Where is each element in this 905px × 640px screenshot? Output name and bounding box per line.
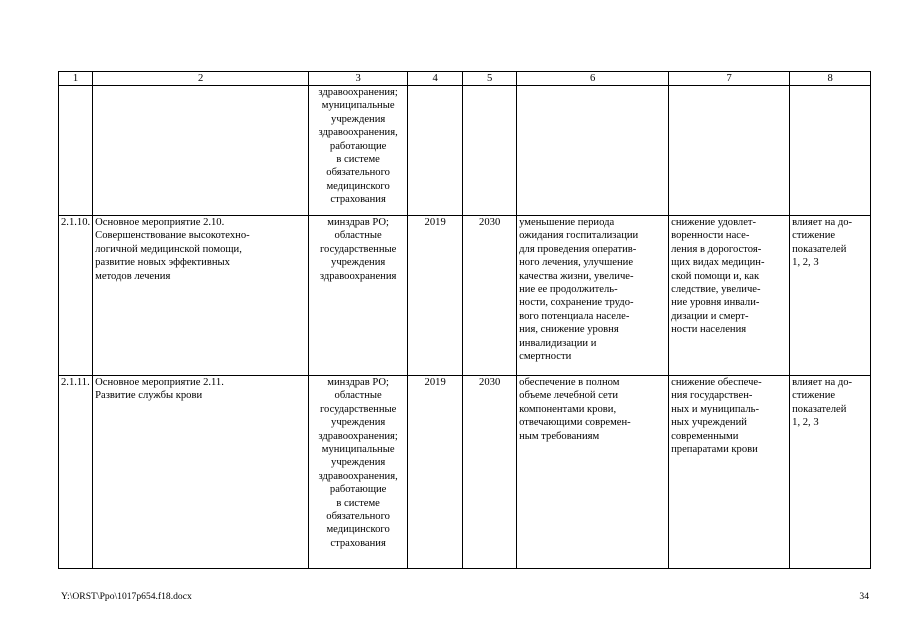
cell-text-line: для проведения оператив- [519, 243, 637, 255]
indicator-link-cell [790, 216, 871, 376]
table-header-row [59, 72, 871, 86]
header-cell: 1 [59, 72, 93, 86]
cell-text-line: медицинского [326, 524, 390, 536]
cell-text-line: ской помощи и, как [671, 270, 760, 282]
cell-text-line: стижение [792, 390, 836, 402]
cell-text-line: минздрав РО; [327, 377, 389, 388]
cell-text-line: Основное мероприятие 2.11. [95, 377, 224, 388]
cell-text-line: страхования [330, 194, 386, 206]
cell-text-line: Основное мероприятие 2.10. [95, 217, 225, 228]
cell-text-line: 1, 2, 3 [792, 417, 819, 429]
cell-text-line: стижение [792, 230, 836, 242]
table-row [59, 86, 871, 216]
header-cell: 4 [408, 72, 463, 86]
cell-text-line: ных и муниципаль- [671, 403, 759, 415]
cell-text-line: отвечающими современ- [519, 417, 631, 429]
cell-text-line: компонентами крови, [519, 403, 617, 415]
cell-text-line: снижение обеспече- [671, 377, 762, 388]
header-cell: 3 [309, 72, 408, 86]
table-row [59, 376, 871, 569]
cell-text-line: качества жизни, увеличе- [519, 270, 634, 282]
activity-name-cell [93, 376, 309, 569]
footer-page-number: 34 [859, 591, 869, 602]
start-year-cell [408, 86, 463, 216]
cell-text-line: государственные [319, 243, 397, 255]
cell-text-line: учреждения [331, 257, 386, 269]
executor-cell [309, 376, 408, 569]
cell-text-line: в системе [336, 154, 380, 166]
cell-text-line: логичной медицинской помощи, [95, 243, 242, 255]
row-number-cell: 2.1.11. [59, 376, 93, 569]
cell-text-line: ожидания госпитализации [519, 230, 639, 242]
cell-text-line: воренности насе- [671, 230, 750, 242]
cell-text-line: влияет на до- [792, 217, 853, 228]
expected-result-cell [517, 86, 669, 216]
start-year-cell: 2019 [408, 216, 463, 376]
cell-text-line: учреждения [331, 113, 386, 125]
cell-text-line: объеме лечебной сети [519, 390, 619, 402]
consequences-cell [669, 216, 790, 376]
cell-text-line: страхования [330, 537, 386, 549]
cell-text-line: 1, 2, 3 [792, 257, 819, 269]
cell-text-line: ности населения [671, 324, 747, 336]
cell-text-line: здравоохранения, [318, 127, 398, 139]
cell-text-line: здравоохранения; [318, 430, 398, 442]
cell-text-line: учреждения [331, 457, 386, 469]
cell-text-line: показателей [792, 403, 847, 415]
cell-text-line: ления в дорогостоя- [671, 243, 762, 255]
cell-text-line: современными [671, 430, 739, 442]
cell-text-line: учреждения [331, 417, 386, 429]
cell-text-line: областные [334, 390, 382, 402]
activity-name-cell [93, 86, 309, 216]
cell-text-line: снижение удовлет- [671, 217, 757, 228]
consequences-cell [669, 86, 790, 216]
executor-cell [309, 86, 408, 216]
cell-text-line: препаратами крови [671, 444, 758, 456]
cell-text-line: следствие, увеличе- [671, 284, 761, 296]
header-cell: 6 [517, 72, 669, 86]
cell-text-line: ние уровня инвали- [671, 297, 760, 309]
cell-text-line: обеспечение в полном [519, 377, 620, 388]
consequences-cell [669, 376, 790, 569]
cell-text-line: государственные [319, 403, 397, 415]
cell-text-line: ности, сохранение трудо- [519, 297, 634, 309]
cell-text-line: работающие [329, 484, 387, 496]
cell-text-line: ния государствен- [671, 390, 753, 402]
cell-text-line: областные [334, 230, 382, 242]
cell-text-line: Развитие службы крови [95, 390, 203, 402]
table-row [59, 216, 871, 376]
document-table [58, 71, 871, 569]
expected-result-cell [517, 216, 669, 376]
cell-text-line: уменьшение периода [519, 217, 615, 228]
cell-text-line: медицинского [326, 180, 390, 192]
cell-text-line: методов лечения [95, 270, 171, 282]
cell-text-line: в системе [336, 497, 380, 509]
end-year-cell: 2030 [463, 376, 517, 569]
cell-text-line: развитие новых эффективных [95, 257, 230, 269]
header-cell: 7 [669, 72, 790, 86]
cell-text-line: ного лечения, улучшение [519, 257, 634, 269]
cell-text-line: смертности [519, 351, 572, 363]
cell-text-line: здравоохранения, [318, 470, 398, 482]
cell-text-line: муниципальные [321, 444, 395, 456]
row-number-cell [59, 86, 93, 216]
cell-text-line: Совершенствование высокотехно- [95, 230, 250, 242]
cell-text-line: вого потенциала населе- [519, 310, 630, 322]
indicator-link-cell [790, 376, 871, 569]
cell-text-line: дизации и смерт- [671, 310, 749, 322]
header-cell: 8 [790, 72, 871, 86]
cell-text-line: ния, снижение уровня [519, 324, 619, 336]
cell-text-line: щих видах медицин- [671, 257, 765, 269]
cell-text-line: муниципальные [321, 100, 395, 112]
cell-text-line: обязательного [326, 511, 390, 523]
cell-text-line: здравоохранения; [318, 87, 398, 98]
cell-text-line: работающие [329, 140, 387, 152]
end-year-cell: 2030 [463, 216, 517, 376]
footer-file-path: Y:\ORST\Ppo\1017p654.f18.docx [61, 591, 192, 602]
start-year-cell: 2019 [408, 376, 463, 569]
activity-name-cell [93, 216, 309, 376]
executor-cell [309, 216, 408, 376]
cell-text-line: инвалидизации и [519, 337, 597, 349]
cell-text-line: ным требованиям [519, 430, 600, 442]
cell-text-line: здравоохранения [319, 270, 397, 282]
cell-text-line: обязательного [326, 167, 390, 179]
cell-text-line: ных учреждений [671, 417, 747, 429]
row-number-cell: 2.1.10. [59, 216, 93, 376]
cell-text-line: минздрав РО; [327, 217, 389, 228]
indicator-link-cell [790, 86, 871, 216]
cell-text-line: ние ее продолжитель- [519, 284, 618, 296]
header-cell: 5 [463, 72, 517, 86]
header-cell: 2 [93, 72, 309, 86]
cell-text-line: показателей [792, 243, 847, 255]
expected-result-cell [517, 376, 669, 569]
end-year-cell [463, 86, 517, 216]
cell-text-line: влияет на до- [792, 377, 853, 388]
